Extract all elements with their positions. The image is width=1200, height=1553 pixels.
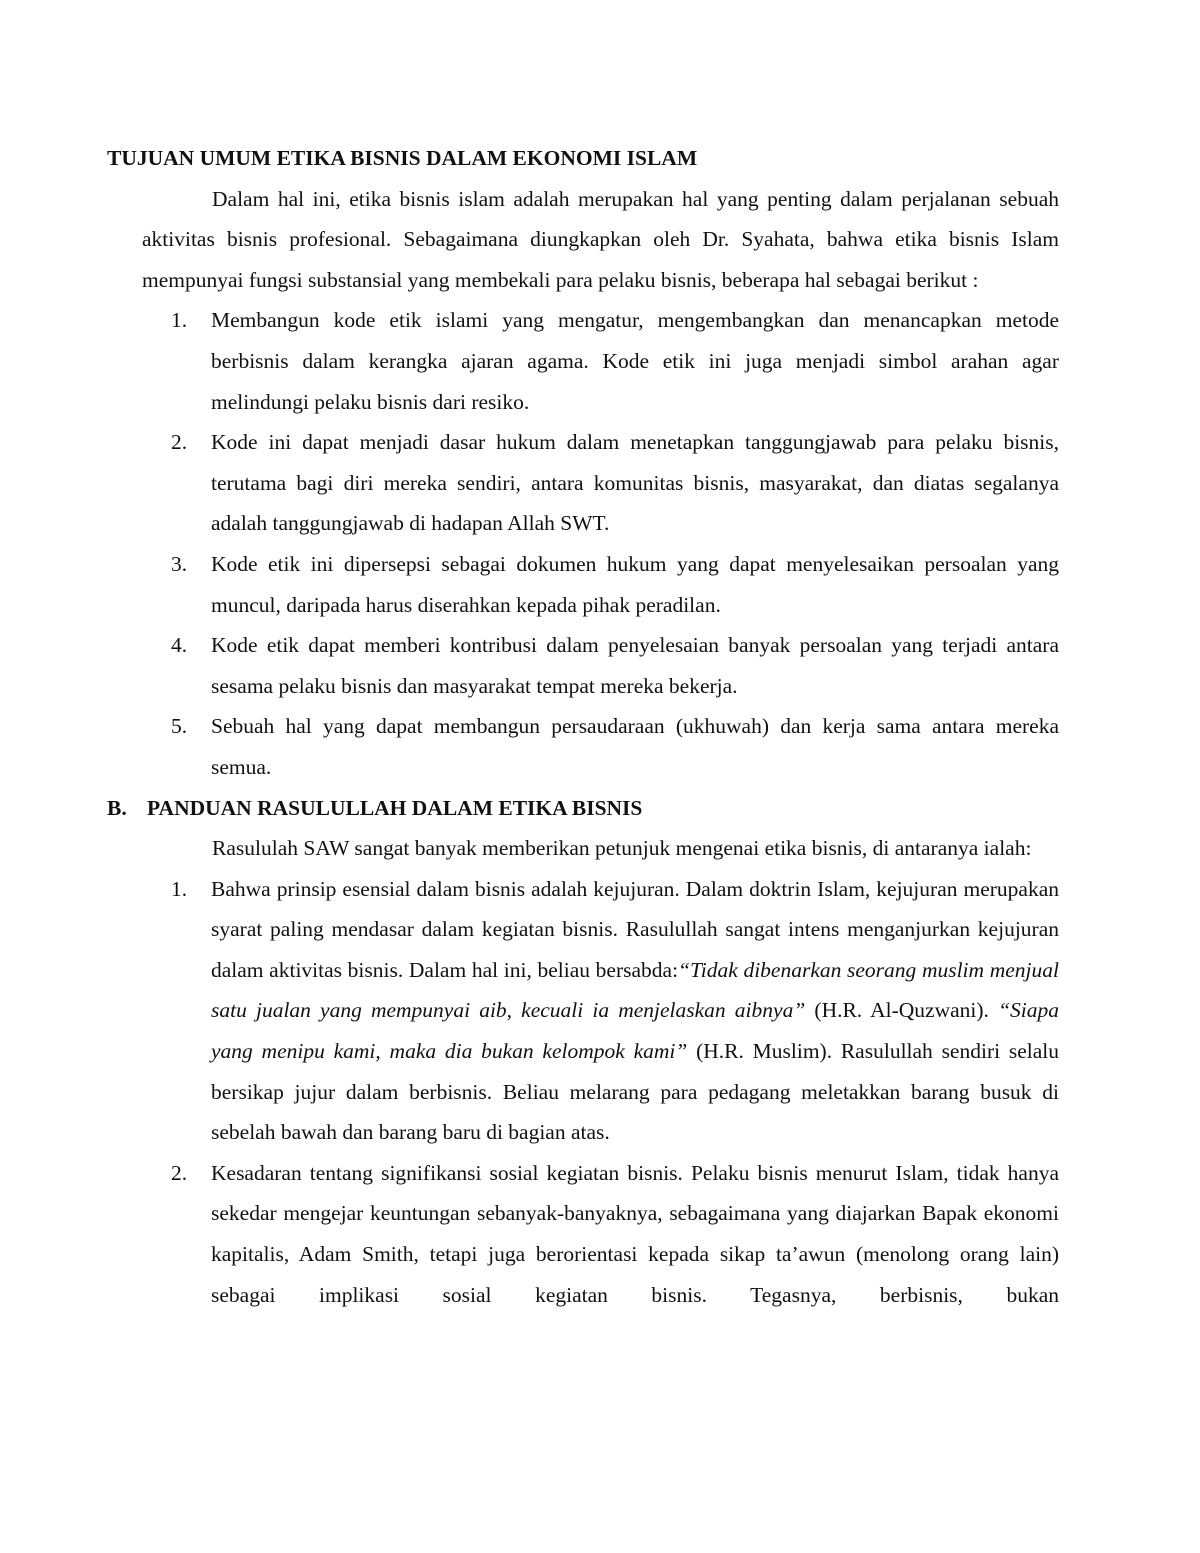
section-a-list <box>107 300 1059 787</box>
section-a-heading: TUJUAN UMUM ETIKA BISNIS DALAM EKONOMI ISLAM <box>107 146 698 170</box>
list-number: 4. <box>171 633 188 658</box>
list-number: 5. <box>171 714 188 739</box>
section-b-heading <box>107 788 1059 829</box>
list-item <box>107 625 1059 706</box>
hadith-quote: “Siapa yang menipu kami, maka dia bukan kelompok kami” <box>211 998 1059 1064</box>
section-b-title: PANDUAN RASULULLAH DALAM ETIKA BISNIS <box>147 795 643 820</box>
list-item <box>107 300 1059 422</box>
list-number: 2. <box>171 430 188 455</box>
list-item-text: Kode etik dapat memberi kontribusi dalam penyelesaian banyak persoalan yang terjadi antara sesama pelaku bisnis dan masyarakat tempat mereka bekerja. <box>211 633 1059 698</box>
list-item-text-part: (H.R. Muslim). Rasulullah sendiri selalu bersikap jujur dalam berbisnis. Beliau melarang para pedagang meletakkan barang busuk di sebelah bawah dan barang baru di bagian atas. <box>211 1039 1059 1145</box>
section-b-list <box>107 869 1059 1316</box>
hadith-source: (H.R. Al-Quzwani). <box>805 998 999 1023</box>
list-number: 2. <box>171 1160 188 1185</box>
list-item <box>107 1153 1059 1315</box>
list-item-text: Membangun kode etik islami yang mengatur, mengembangkan dan menancapkan metode berbisnis dalam kerangka ajaran agama. Kode etik ini juga menjadi simbol arahan agar melindungi pelaku bisnis dari resiko. <box>211 308 1059 414</box>
list-item <box>107 869 1059 1153</box>
section-b-intro: Rasululah SAW sangat banyak memberikan petunjuk mengenai etika bisnis, di antaranya ialah: <box>212 836 1032 861</box>
list-item-text-part: Bahwa prinsip esensial dalam bisnis adalah kejujuran. Dalam doktrin Islam, kejujuran merupakan syarat paling mendasar dalam kegiatan bisnis. Rasulullah sangat intens menganjurkan kejujuran dalam aktivitas bisnis. Dalam hal ini, beliau bersabda: <box>211 876 1059 982</box>
section-a-intro: Dalam hal ini, etika bisnis islam adalah merupakan hal yang penting dalam perjalanan sebuah aktivitas bisnis profesional. Sebagaimana diungkapkan oleh Dr. Syahata, bahwa etika bisnis Islam mempunyai fungsi substansial yang membekali para pelaku bisnis, beberapa hal sebagai berikut : <box>142 186 1059 292</box>
list-item <box>107 422 1059 544</box>
list-number: 1. <box>171 308 188 333</box>
list-item <box>107 544 1059 625</box>
list-item-text: Sebuah hal yang dapat membangun persaudaraan (ukhuwah) dan kerja sama antara mereka semua. <box>211 714 1059 779</box>
hadith-quote: “Tidak dibenarkan seorang muslim menjual satu jualan yang mempunyai aib, kecuali ia menjelaskan aibnya” <box>211 957 1059 1023</box>
document-body <box>107 138 1059 1315</box>
list-item-text: Kode ini dapat menjadi dasar hukum dalam menetapkan tanggungjawab para pelaku bisnis, terutama bagi diri mereka sendiri, antara komunitas bisnis, masyarakat, dan diatas segalanya adalah tanggungjawab di hadapan Allah SWT. <box>211 430 1059 536</box>
section-b-letter: B. <box>107 795 127 820</box>
list-number: 1. <box>171 876 188 901</box>
list-item-text: Kesadaran tentang signifikansi sosial kegiatan bisnis. Pelaku bisnis menurut Islam, tidak hanya sekedar mengejar keuntungan sebanyak-banyaknya, sebagaimana yang diajarkan Bapak ekonomi kapitalis, Adam Smith, tetapi juga berorientasi kepada sikap ta’awun (menolong orang lain) sebagai implikasi sosial kegiatan bisnis. Tegasnya, berbisnis, bukan <box>211 1160 1059 1307</box>
list-item <box>107 706 1059 787</box>
list-number: 3. <box>171 551 188 576</box>
list-item-text: Kode etik ini dipersepsi sebagai dokumen hukum yang dapat menyelesaikan persoalan yang muncul, daripada harus diserahkan kepada pihak peradilan. <box>211 551 1059 617</box>
